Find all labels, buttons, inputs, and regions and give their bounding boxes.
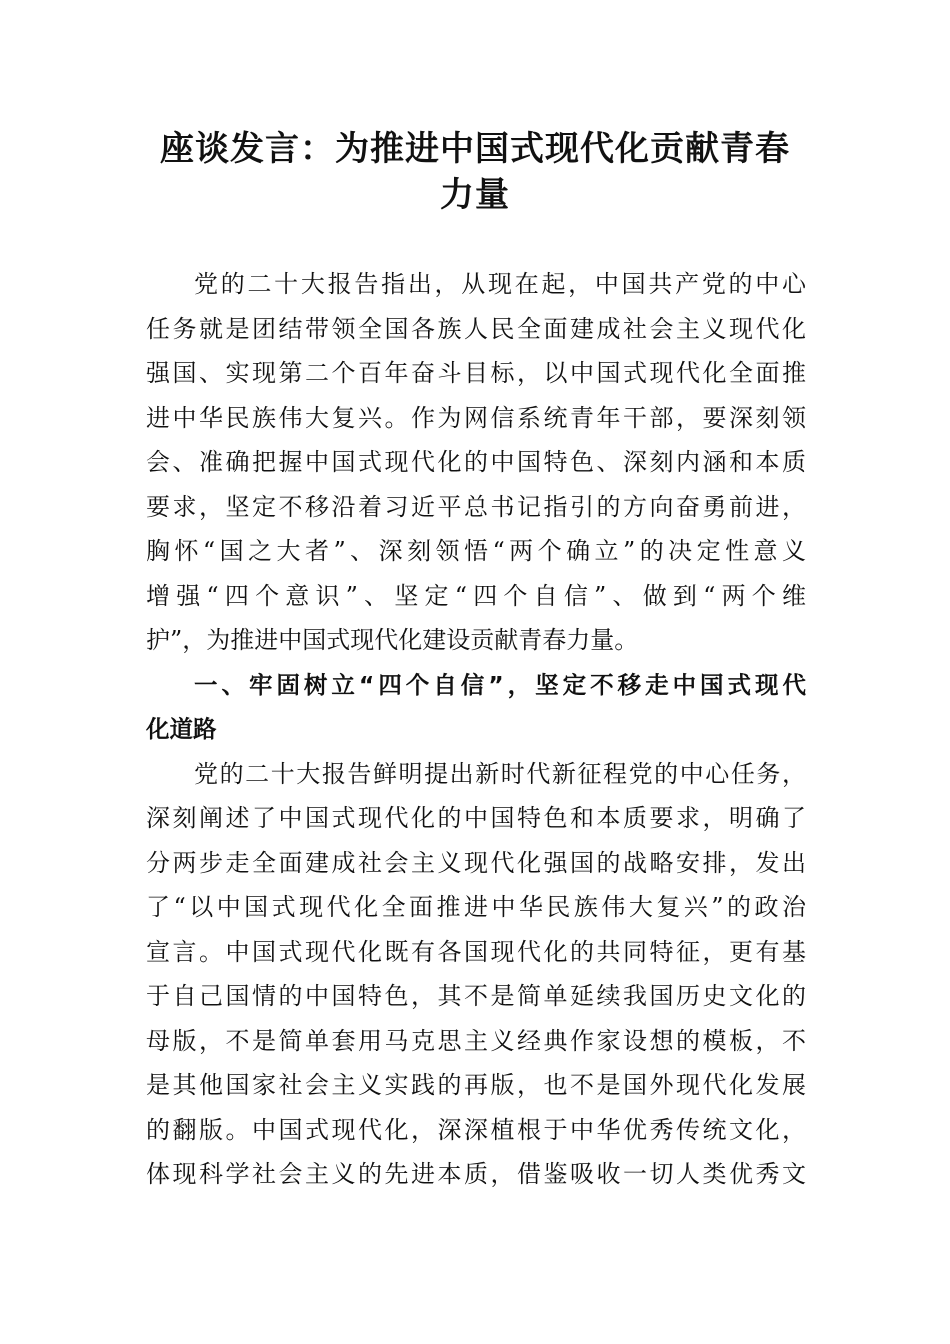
text-line: 胸怀“国之大者”、深刻领悟“两个确立”的决定性意义	[146, 537, 806, 565]
text-line: 了“以中国式现代化全面推进中华民族伟大复兴”的政治	[146, 893, 806, 921]
heading-line: 一、牢固树立“四个自信”，坚定不移走中国式现代	[194, 670, 806, 699]
section-heading-1	[146, 663, 806, 752]
text-line: 深刻阐述了中国式现代化的中国特色和本质要求，明确了	[146, 804, 806, 832]
text-line: 于自己国情的中国特色，其不是简单延续我国历史文化的	[146, 982, 806, 1010]
text-line: 要求，坚定不移沿着习近平总书记指引的方向奋勇前进，	[146, 492, 806, 521]
text-line: 护”，为推进中国式现代化建设贡献青春力量。	[146, 626, 639, 654]
text-line: 分两步走全面建成社会主义现代化强国的战略安排，发出	[146, 848, 806, 877]
text-line: 的翻版。中国式现代化，深深植根于中华优秀传统文化，	[146, 1115, 806, 1144]
text-line: 强国、实现第二个百年奋斗目标，以中国式现代化全面推	[146, 359, 806, 387]
text-line: 体现科学社会主义的先进本质，借鉴吸收一切人类优秀文	[146, 1160, 806, 1188]
text-line: 增强“四个意识”、坚定“四个自信”、做到“两个维	[146, 581, 806, 610]
text-line: 母版，不是简单套用马克思主义经典作家设想的模板，不	[146, 1026, 806, 1055]
title-line-2: 力量	[440, 175, 510, 215]
text-line: 是其他国家社会主义实践的再版，也不是国外现代化发展	[146, 1071, 806, 1099]
title-line-1: 座谈发言：为推进中国式现代化贡献青春	[160, 129, 790, 169]
document-body	[146, 262, 806, 1197]
text-line: 党的二十大报告指出，从现在起，中国共产党的中心	[194, 270, 806, 298]
text-line: 会、准确把握中国式现代化的中国特色、深刻内涵和本质	[146, 448, 806, 476]
text-line: 党的二十大报告鲜明提出新时代新征程党的中心任务，	[194, 759, 806, 788]
text-line: 进中华民族伟大复兴。作为网信系统青年干部，要深刻领	[146, 403, 806, 432]
page-title	[110, 126, 840, 218]
text-line: 宣言。中国式现代化既有各国现代化的共同特征，更有基	[146, 937, 806, 966]
paragraph-intro	[146, 262, 806, 663]
heading-line: 化道路	[146, 715, 217, 743]
paragraph-section-1	[146, 752, 806, 1197]
text-line: 任务就是团结带领全国各族人民全面建成社会主义现代化	[146, 314, 806, 343]
